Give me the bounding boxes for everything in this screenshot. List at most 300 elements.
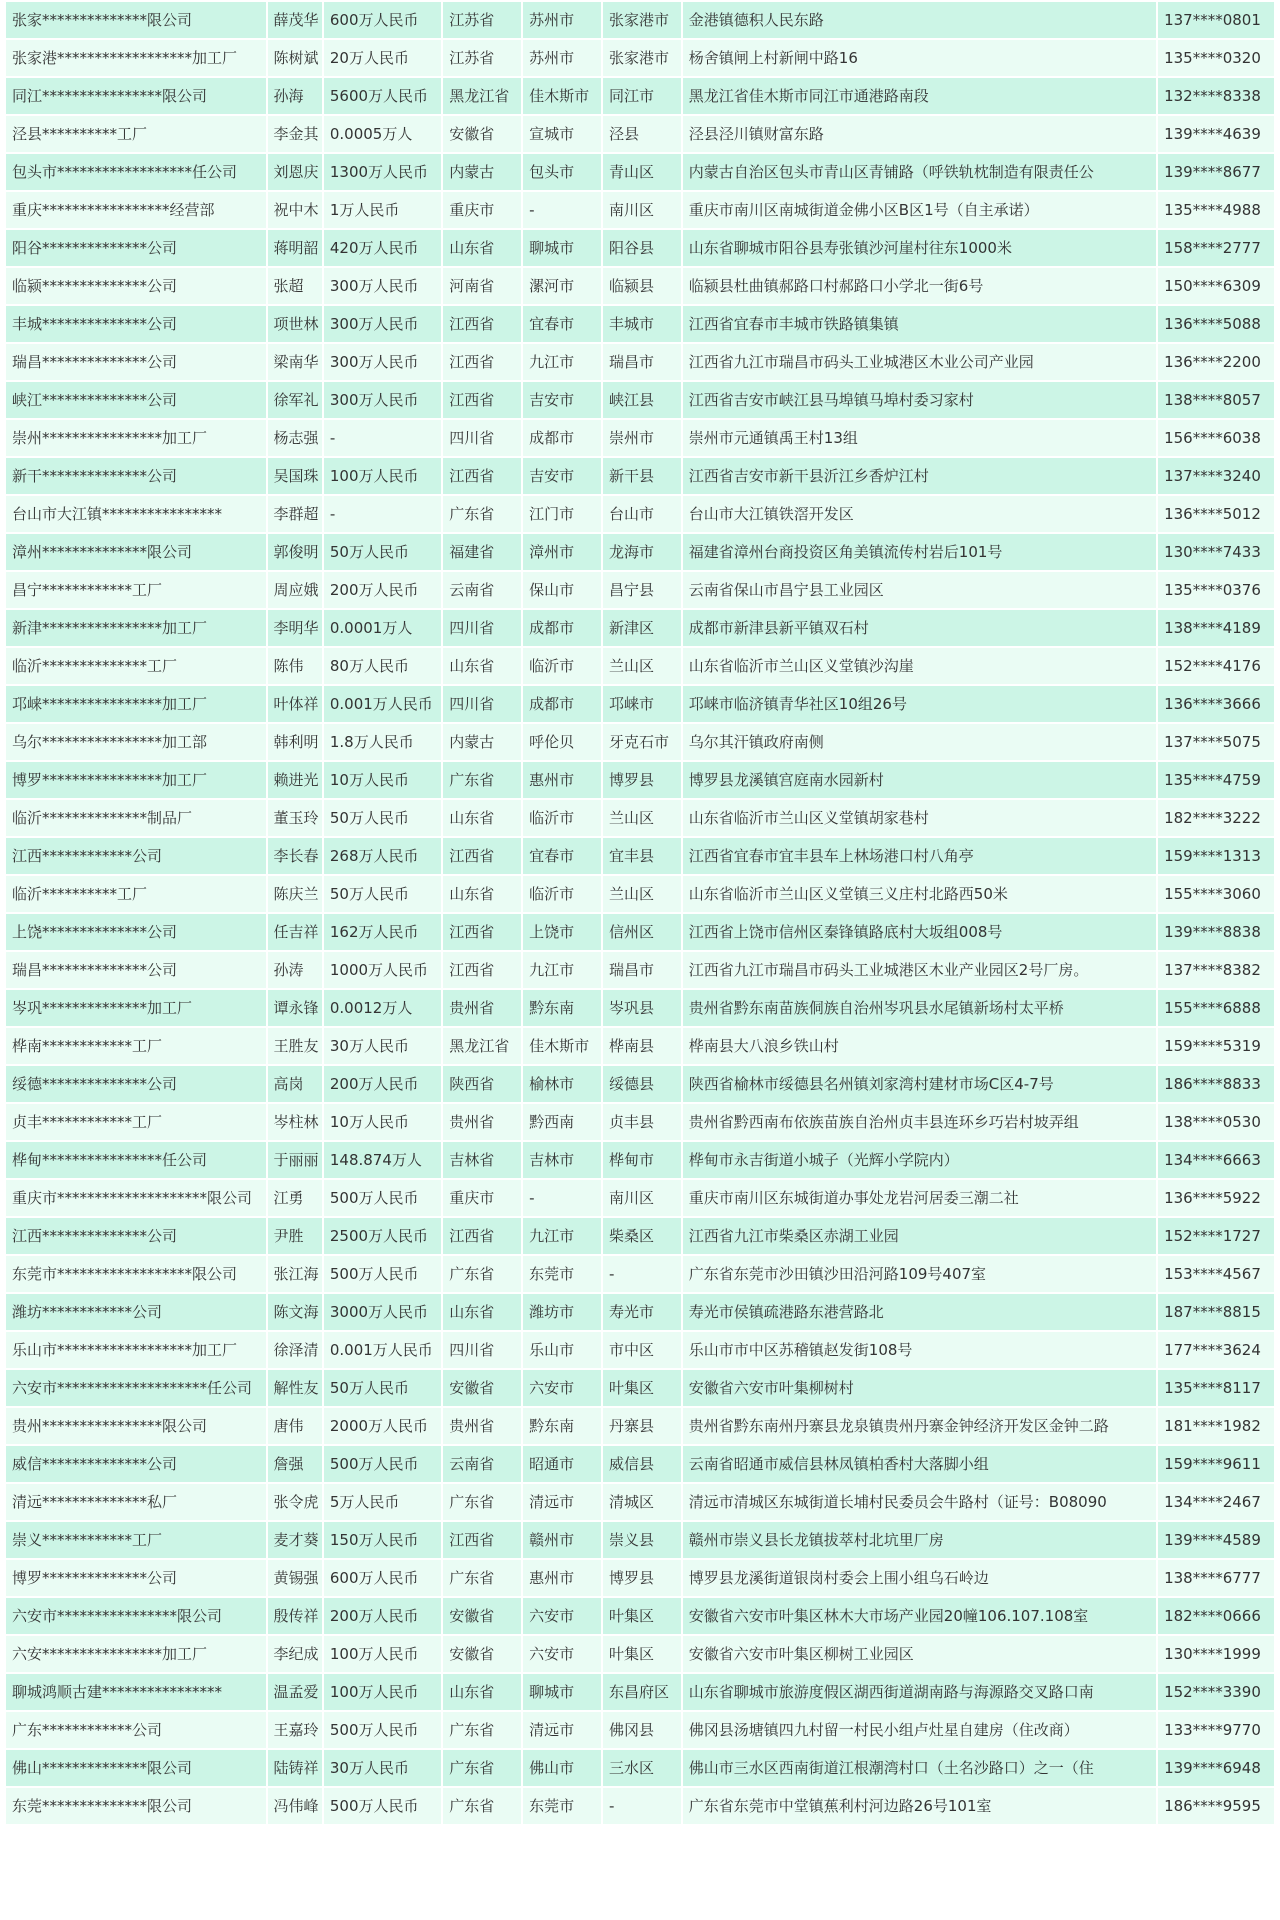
address-cell: 重庆市南川区东城街道办事处龙岩河居委三潮二社 [683,1180,1156,1216]
phone-cell: 135****8117 [1158,1370,1278,1406]
company-name-cell: 临沂**************制品厂 [6,800,266,836]
province-cell: 贵州省 [443,990,521,1026]
table-row[interactable] [6,230,1278,266]
company-name-cell: 同江****************限公司 [6,78,266,114]
district-cell: 佛冈县 [603,1712,681,1748]
city-cell: 江门市 [523,496,601,532]
phone-cell: 152****1727 [1158,1218,1278,1254]
province-cell: 贵州省 [443,1104,521,1140]
table-row[interactable] [6,154,1278,190]
phone-cell: 139****4589 [1158,1522,1278,1558]
legal-rep-cell: 黄锡强 [268,1560,322,1596]
phone-cell: 138****4189 [1158,610,1278,646]
address-cell: 江西省宜春市丰城市铁路镇集镇 [683,306,1156,342]
legal-rep-cell: 李群超 [268,496,322,532]
city-cell: 潍坊市 [523,1294,601,1330]
legal-rep-cell: 王嘉玲 [268,1712,322,1748]
district-cell: 南川区 [603,192,681,228]
capital-cell: 500万人民币 [324,1712,441,1748]
phone-cell: 159****1313 [1158,838,1278,874]
capital-cell: 10万人民币 [324,762,441,798]
city-cell: 吉林市 [523,1142,601,1178]
phone-cell: 135****4988 [1158,192,1278,228]
table-row[interactable] [6,990,1278,1026]
table-row[interactable] [6,1560,1278,1596]
capital-cell: 30万人民币 [324,1750,441,1786]
company-name-cell: 新津****************加工厂 [6,610,266,646]
phone-cell: 133****9770 [1158,1712,1278,1748]
table-row[interactable] [6,1750,1278,1786]
province-cell: 江西省 [443,952,521,988]
table-row[interactable] [6,382,1278,418]
table-row[interactable] [6,762,1278,798]
city-cell: 宜春市 [523,838,601,874]
city-cell: 成都市 [523,420,601,456]
company-name-cell: 重庆市********************限公司 [6,1180,266,1216]
phone-cell: 177****3624 [1158,1332,1278,1368]
capital-cell: 1000万人民币 [324,952,441,988]
city-cell: 清远市 [523,1484,601,1520]
legal-rep-cell: 詹强 [268,1446,322,1482]
city-cell: 惠州市 [523,762,601,798]
district-cell: 贞丰县 [603,1104,681,1140]
legal-rep-cell: 孙海 [268,78,322,114]
company-name-cell: 泾县**********工厂 [6,116,266,152]
address-cell: 贵州省黔东南苗族侗族自治州岑巩县水尾镇新场村太平桥 [683,990,1156,1026]
table-row[interactable] [6,1636,1278,1672]
city-cell: 漯河市 [523,268,601,304]
address-cell: 乐山市市中区苏稽镇赵发街108号 [683,1332,1156,1368]
table-row[interactable] [6,1522,1278,1558]
table-row[interactable] [6,1332,1278,1368]
district-cell: 邛崃市 [603,686,681,722]
address-cell: 江西省九江市瑞昌市码头工业城港区木业产业园区2号厂房。 [683,952,1156,988]
legal-rep-cell: 于丽丽 [268,1142,322,1178]
city-cell: 吉安市 [523,382,601,418]
province-cell: 安徽省 [443,1370,521,1406]
legal-rep-cell: 岑柱林 [268,1104,322,1140]
legal-rep-cell: 陈树斌 [268,40,322,76]
address-cell: 博罗县龙溪街道银岗村委会上围小组乌石岭边 [683,1560,1156,1596]
legal-rep-cell: 薛茂华 [268,2,322,38]
phone-cell: 159****9611 [1158,1446,1278,1482]
province-cell: 四川省 [443,420,521,456]
phone-cell: 158****2777 [1158,230,1278,266]
city-cell: 惠州市 [523,1560,601,1596]
capital-cell: 10万人民币 [324,1104,441,1140]
table-row[interactable] [6,1674,1278,1710]
address-cell: 内蒙古自治区包头市青山区青铺路（呼铁轨枕制造有限责任公 [683,154,1156,190]
phone-cell: 159****5319 [1158,1028,1278,1064]
company-name-cell: 博罗**************公司 [6,1560,266,1596]
address-cell: 江西省九江市柴桑区赤湖工业园 [683,1218,1156,1254]
province-cell: 黑龙江省 [443,1028,521,1064]
table-row[interactable] [6,344,1278,380]
capital-cell: 0.0005万人 [324,116,441,152]
table-row[interactable] [6,78,1278,114]
province-cell: 内蒙古 [443,154,521,190]
province-cell: 江西省 [443,344,521,380]
address-cell: 重庆市南川区南城街道金佛小区B区1号（自主承诺） [683,192,1156,228]
district-cell: 岑巩县 [603,990,681,1026]
table-row[interactable] [6,1446,1278,1482]
city-cell: 包头市 [523,154,601,190]
address-cell: 泾县泾川镇财富东路 [683,116,1156,152]
address-cell: 贵州省黔西南布依族苗族自治州贞丰县连环乡巧岩村坡弄组 [683,1104,1156,1140]
legal-rep-cell: 李纪成 [268,1636,322,1672]
address-cell: 山东省聊城市阳谷县寿张镇沙河崖村往东1000米 [683,230,1156,266]
legal-rep-cell: 高岗 [268,1066,322,1102]
city-cell: 佳木斯市 [523,1028,601,1064]
table-row[interactable] [6,1104,1278,1140]
district-cell: 东昌府区 [603,1674,681,1710]
address-cell: 桦甸市永吉街道小城子（光辉小学院内） [683,1142,1156,1178]
address-cell: 佛冈县汤塘镇四九村留一村民小组卢灶星自建房（住改商） [683,1712,1156,1748]
district-cell: 张家港市 [603,40,681,76]
province-cell: 广东省 [443,762,521,798]
province-cell: 山东省 [443,876,521,912]
phone-cell: 152****3390 [1158,1674,1278,1710]
legal-rep-cell: 梁南华 [268,344,322,380]
phone-cell: 136****2200 [1158,344,1278,380]
company-name-cell: 桦南************工厂 [6,1028,266,1064]
city-cell: - [523,1180,601,1216]
capital-cell: 80万人民币 [324,648,441,684]
company-name-cell: 张家港******************加工厂 [6,40,266,76]
legal-rep-cell: 韩利明 [268,724,322,760]
district-cell: 桦甸市 [603,1142,681,1178]
legal-rep-cell: 解性友 [268,1370,322,1406]
phone-cell: 136****3666 [1158,686,1278,722]
province-cell: 贵州省 [443,1408,521,1444]
table-row[interactable] [6,1712,1278,1748]
legal-rep-cell: 项世林 [268,306,322,342]
company-name-cell: 新干**************公司 [6,458,266,494]
legal-rep-cell: 江勇 [268,1180,322,1216]
phone-cell: 134****2467 [1158,1484,1278,1520]
capital-cell: 100万人民币 [324,1636,441,1672]
capital-cell: 300万人民币 [324,306,441,342]
province-cell: 云南省 [443,1446,521,1482]
city-cell: 九江市 [523,952,601,988]
table-row[interactable] [6,306,1278,342]
city-cell: 苏州市 [523,40,601,76]
province-cell: 山东省 [443,1294,521,1330]
table-row[interactable] [6,800,1278,836]
city-cell: 佛山市 [523,1750,601,1786]
company-name-cell: 贵州****************限公司 [6,1408,266,1444]
address-cell: 山东省聊城市旅游度假区湖西街道湖南路与海源路交叉路口南 [683,1674,1156,1710]
legal-rep-cell: 殷传祥 [268,1598,322,1634]
province-cell: 广东省 [443,1560,521,1596]
province-cell: 广东省 [443,1484,521,1520]
company-name-cell: 聊城鸿顺古建**************** [6,1674,266,1710]
address-cell: 山东省临沂市兰山区义堂镇三义庄村北路西50米 [683,876,1156,912]
capital-cell: 0.0001万人 [324,610,441,646]
address-cell: 邛崃市临济镇青华社区10组26号 [683,686,1156,722]
capital-cell: 50万人民币 [324,534,441,570]
city-cell: 苏州市 [523,2,601,38]
table-row[interactable] [6,40,1278,76]
table-row[interactable] [6,1294,1278,1330]
province-cell: 江西省 [443,838,521,874]
phone-cell: 138****6777 [1158,1560,1278,1596]
legal-rep-cell: 陈文海 [268,1294,322,1330]
table-row[interactable] [6,876,1278,912]
district-cell: 峡江县 [603,382,681,418]
phone-cell: 152****4176 [1158,648,1278,684]
capital-cell: 600万人民币 [324,1560,441,1596]
phone-cell: 155****6888 [1158,990,1278,1026]
province-cell: 安徽省 [443,116,521,152]
capital-cell: 148.874万人 [324,1142,441,1178]
district-cell: 同江市 [603,78,681,114]
district-cell: 瑞昌市 [603,344,681,380]
province-cell: 四川省 [443,610,521,646]
table-row[interactable] [6,838,1278,874]
province-cell: 山东省 [443,648,521,684]
city-cell: 黔东南 [523,990,601,1026]
district-cell: - [603,1256,681,1292]
company-name-cell: 东莞市******************限公司 [6,1256,266,1292]
province-cell: 陕西省 [443,1066,521,1102]
table-row[interactable] [6,1598,1278,1634]
district-cell: 绥德县 [603,1066,681,1102]
district-cell: 桦南县 [603,1028,681,1064]
address-cell: 贵州省黔东南州丹寨县龙泉镇贵州丹寨金钟经济开发区金钟二路 [683,1408,1156,1444]
province-cell: 广东省 [443,1788,521,1824]
table-row[interactable] [6,952,1278,988]
legal-rep-cell: 陈伟 [268,648,322,684]
district-cell: 叶集区 [603,1598,681,1634]
address-cell: 博罗县龙溪镇宫庭南水园新村 [683,762,1156,798]
district-cell: 阳谷县 [603,230,681,266]
district-cell: 泾县 [603,116,681,152]
city-cell: 上饶市 [523,914,601,950]
capital-cell: 200万人民币 [324,572,441,608]
capital-cell: 500万人民币 [324,1180,441,1216]
capital-cell: 0.001万人民币 [324,1332,441,1368]
province-cell: 四川省 [443,686,521,722]
district-cell: - [603,1788,681,1824]
company-name-cell: 临沂**************工厂 [6,648,266,684]
table-row[interactable] [6,724,1278,760]
capital-cell: 0.0012万人 [324,990,441,1026]
legal-rep-cell: 周应娥 [268,572,322,608]
company-name-cell: 六安市********************任公司 [6,1370,266,1406]
phone-cell: 137****5075 [1158,724,1278,760]
phone-cell: 130****1999 [1158,1636,1278,1672]
table-row[interactable] [6,1484,1278,1520]
company-name-cell: 乌尔****************加工部 [6,724,266,760]
table-row[interactable] [6,496,1278,532]
city-cell: 保山市 [523,572,601,608]
table-row[interactable] [6,1028,1278,1064]
address-cell: 寿光市侯镇疏港路东港营路北 [683,1294,1156,1330]
table-row[interactable] [6,116,1278,152]
district-cell: 三水区 [603,1750,681,1786]
city-cell: 临沂市 [523,800,601,836]
phone-cell: 156****6038 [1158,420,1278,456]
province-cell: 广东省 [443,1750,521,1786]
city-cell: 聊城市 [523,230,601,266]
phone-cell: 182****3222 [1158,800,1278,836]
legal-rep-cell: 陆铸祥 [268,1750,322,1786]
legal-rep-cell: 祝中木 [268,192,322,228]
table-row[interactable] [6,686,1278,722]
capital-cell: 200万人民币 [324,1598,441,1634]
district-cell: 兰山区 [603,876,681,912]
phone-cell: 134****6663 [1158,1142,1278,1178]
legal-rep-cell: 徐泽清 [268,1332,322,1368]
phone-cell: 136****5088 [1158,306,1278,342]
phone-cell: 187****8815 [1158,1294,1278,1330]
address-cell: 云南省昭通市威信县林凤镇柏香村大落脚小组 [683,1446,1156,1482]
company-name-cell: 瑞昌**************公司 [6,952,266,988]
table-row[interactable] [6,1788,1278,1824]
district-cell: 信州区 [603,914,681,950]
table-row[interactable] [6,610,1278,646]
table-row[interactable] [6,1218,1278,1254]
capital-cell: 300万人民币 [324,344,441,380]
district-cell: 清城区 [603,1484,681,1520]
province-cell: 广东省 [443,1712,521,1748]
company-name-cell: 广东************公司 [6,1712,266,1748]
phone-cell: 139****6948 [1158,1750,1278,1786]
phone-cell: 135****0376 [1158,572,1278,608]
phone-cell: 137****8382 [1158,952,1278,988]
capital-cell: 2000万人民币 [324,1408,441,1444]
capital-cell: 300万人民币 [324,382,441,418]
legal-rep-cell: 张江海 [268,1256,322,1292]
company-name-cell: 潍坊************公司 [6,1294,266,1330]
phone-cell: 135****0320 [1158,40,1278,76]
district-cell: 叶集区 [603,1636,681,1672]
district-cell: 博罗县 [603,1560,681,1596]
province-cell: 山东省 [443,800,521,836]
province-cell: 江西省 [443,914,521,950]
capital-cell: 3000万人民币 [324,1294,441,1330]
province-cell: 广东省 [443,496,521,532]
address-cell: 桦南县大八浪乡铁山村 [683,1028,1156,1064]
table-row[interactable] [6,534,1278,570]
legal-rep-cell: 谭永锋 [268,990,322,1026]
city-cell: 临沂市 [523,648,601,684]
capital-cell: 200万人民币 [324,1066,441,1102]
phone-cell: 150****6309 [1158,268,1278,304]
district-cell: 丹寨县 [603,1408,681,1444]
province-cell: 江苏省 [443,40,521,76]
province-cell: 江西省 [443,306,521,342]
legal-rep-cell: 李金其 [268,116,322,152]
table-row[interactable] [6,1408,1278,1444]
phone-cell: 182****0666 [1158,1598,1278,1634]
district-cell: 市中区 [603,1332,681,1368]
company-name-cell: 岑巩**************加工厂 [6,990,266,1026]
city-cell: 赣州市 [523,1522,601,1558]
legal-rep-cell: 尹胜 [268,1218,322,1254]
table-row[interactable] [6,914,1278,950]
province-cell: 重庆市 [443,192,521,228]
legal-rep-cell: 吴国珠 [268,458,322,494]
capital-cell: 500万人民币 [324,1256,441,1292]
table-row[interactable] [6,572,1278,608]
city-cell: 聊城市 [523,1674,601,1710]
address-cell: 江西省宜春市宜丰县车上林场港口村八角亭 [683,838,1156,874]
table-row[interactable] [6,268,1278,304]
table-row[interactable] [6,1066,1278,1102]
province-cell: 云南省 [443,572,521,608]
district-cell: 宜丰县 [603,838,681,874]
capital-cell: 162万人民币 [324,914,441,950]
legal-rep-cell: 李明华 [268,610,322,646]
district-cell: 柴桑区 [603,1218,681,1254]
table-row[interactable] [6,420,1278,456]
province-cell: 重庆市 [443,1180,521,1216]
province-cell: 黑龙江省 [443,78,521,114]
province-cell: 安徽省 [443,1598,521,1634]
province-cell: 江西省 [443,458,521,494]
capital-cell: 20万人民币 [324,40,441,76]
capital-cell: 150万人民币 [324,1522,441,1558]
capital-cell: - [324,496,441,532]
province-cell: 江西省 [443,382,521,418]
district-cell: 新干县 [603,458,681,494]
district-cell: 新津区 [603,610,681,646]
city-cell: 佳木斯市 [523,78,601,114]
table-row[interactable] [6,1180,1278,1216]
legal-rep-cell: 李长春 [268,838,322,874]
city-cell: 六安市 [523,1598,601,1634]
address-cell: 清远市清城区东城街道长埔村民委员会牛路村（证号：B08090 [683,1484,1156,1520]
address-cell: 陕西省榆林市绥德县名州镇刘家湾村建材市场C区4-7号 [683,1066,1156,1102]
legal-rep-cell: 董玉玲 [268,800,322,836]
company-name-cell: 江西**************公司 [6,1218,266,1254]
legal-rep-cell: 张令虎 [268,1484,322,1520]
district-cell: 威信县 [603,1446,681,1482]
capital-cell: 1万人民币 [324,192,441,228]
table-row[interactable] [6,1256,1278,1292]
capital-cell: 500万人民币 [324,1446,441,1482]
legal-rep-cell: 麦才葵 [268,1522,322,1558]
capital-cell: 1300万人民币 [324,154,441,190]
company-name-cell: 六安市****************限公司 [6,1598,266,1634]
table-row[interactable] [6,648,1278,684]
legal-rep-cell: 徐军礼 [268,382,322,418]
address-cell: 成都市新津县新平镇双石村 [683,610,1156,646]
company-name-cell: 邛崃****************加工厂 [6,686,266,722]
capital-cell: 50万人民币 [324,876,441,912]
district-cell: 叶集区 [603,1370,681,1406]
city-cell: - [523,192,601,228]
company-table-container [4,0,1280,1826]
company-name-cell: 绥德**************公司 [6,1066,266,1102]
table-row[interactable] [6,1370,1278,1406]
table-row[interactable] [6,458,1278,494]
address-cell: 崇州市元通镇禹王村13组 [683,420,1156,456]
table-row[interactable] [6,192,1278,228]
city-cell: 东莞市 [523,1256,601,1292]
address-cell: 广东省东莞市沙田镇沙田沿河路109号407室 [683,1256,1156,1292]
city-cell: 东莞市 [523,1788,601,1824]
address-cell: 黑龙江省佳木斯市同江市通港路南段 [683,78,1156,114]
company-name-cell: 崇州****************加工厂 [6,420,266,456]
table-row[interactable] [6,1142,1278,1178]
phone-cell: 132****8338 [1158,78,1278,114]
table-row[interactable] [6,2,1278,38]
phone-cell: 137****3240 [1158,458,1278,494]
legal-rep-cell: 刘恩庆 [268,154,322,190]
